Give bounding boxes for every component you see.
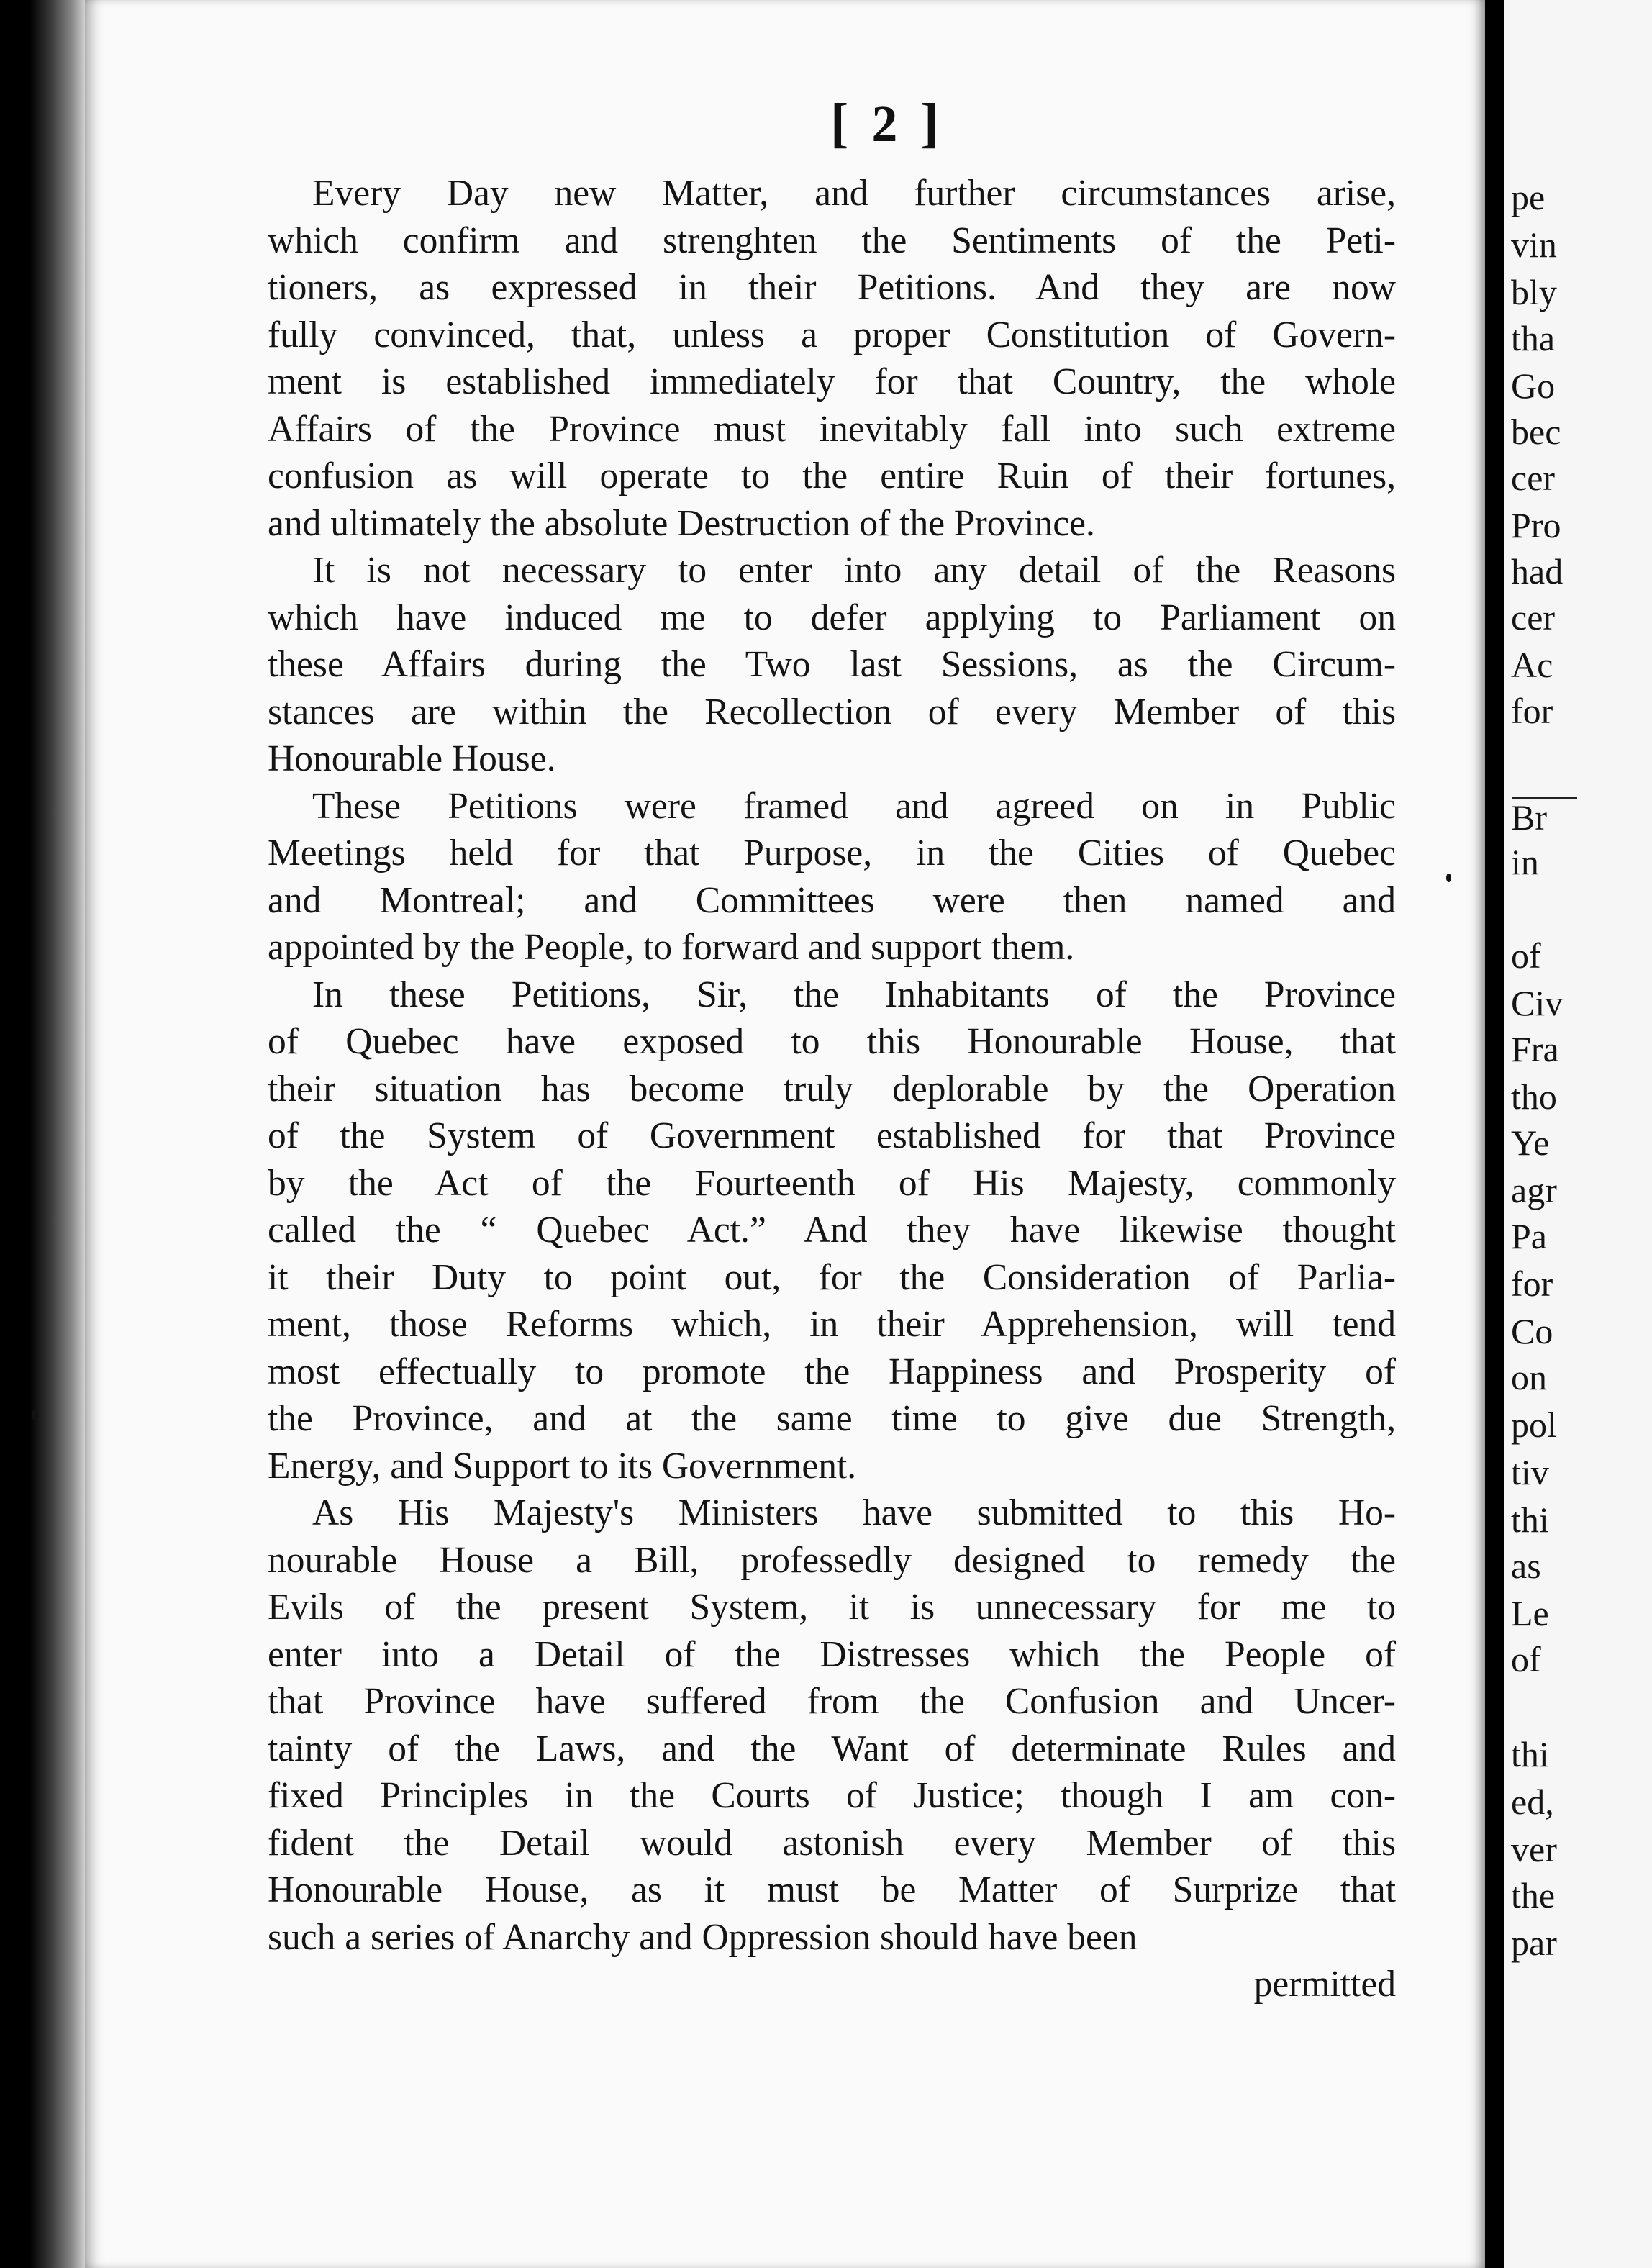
gutter-shadow <box>1485 0 1504 2268</box>
facing-page-fragment: tha <box>1511 318 1556 358</box>
facing-page-fragment: Go <box>1511 366 1556 406</box>
text-line: their situation has become truly deplorable by the Operation <box>268 1068 1396 1110</box>
facing-page-fragment: tiv <box>1511 1452 1549 1492</box>
text-line: it their Duty to point out, for the Consideration of Parlia- <box>268 1256 1396 1298</box>
text-line: Affairs of the Province must inevitably fall into such extreme <box>268 408 1396 450</box>
facing-page-fragment: pe <box>1511 177 1546 217</box>
facing-page-fragment: Pa <box>1511 1216 1547 1256</box>
text-line: nourable House a Bill, professedly designed to remedy the <box>268 1539 1396 1581</box>
facing-page-fragment: Br <box>1511 797 1547 838</box>
text-line: Evils of the present System, it is unnecessary for me to <box>268 1587 1396 1628</box>
text-line: which have induced me to defer applying to Parliament on <box>268 597 1396 638</box>
text-line: by the Act of the Fourteenth of His Majesty, commonly <box>268 1162 1396 1204</box>
text-line: appointed by the People, to forward and support them. <box>268 927 1075 968</box>
facing-page-fragment: Co <box>1511 1311 1553 1351</box>
facing-page-fragment: Ye <box>1511 1122 1550 1163</box>
text-line: tainty of the Laws, and the Want of determinate Rules and <box>268 1728 1396 1769</box>
text-line: Meetings held for that Purpose, in the Cities of Quebec <box>268 833 1396 874</box>
text-line: It is not necessary to enter into any detail of the Reasons <box>312 550 1396 591</box>
text-line: which confirm and strenghten the Sentiments of the Peti- <box>268 219 1396 261</box>
facing-page-fragment: cer <box>1511 597 1556 638</box>
facing-page-fragment: Ac <box>1511 645 1553 685</box>
text-line: fully convinced, that, unless a proper Constitution of Govern- <box>268 314 1396 355</box>
text-line: As His Majesty's Ministers have submitted to this Ho- <box>312 1492 1396 1533</box>
facing-page-fragment: Fra <box>1511 1029 1559 1069</box>
facing-page-fragment: ver <box>1511 1829 1557 1869</box>
facing-page-fragment: bly <box>1511 272 1557 312</box>
text-line: confusion as will operate to the entire Ruin of their fortunes, <box>268 455 1396 496</box>
facing-page-fragment: in <box>1511 842 1539 882</box>
facing-page-fragment: bec <box>1511 412 1561 452</box>
facing-page-fragment: Le <box>1511 1593 1549 1633</box>
text-line: the Province, and at the same time to give due Strength, <box>268 1398 1396 1439</box>
facing-page-fragment: agr <box>1511 1170 1557 1210</box>
text-line: Every Day new Matter, and further circumstances arise, <box>312 173 1396 214</box>
facing-page-fragment: for <box>1511 1264 1553 1304</box>
left-bracket: [ <box>830 93 850 153</box>
text-line: Energy, and Support to its Government. <box>268 1445 857 1487</box>
facing-page-fragment: Pro <box>1511 505 1561 545</box>
facing-page-fragment: thi <box>1511 1734 1549 1774</box>
facing-page-fragment: of <box>1511 935 1541 976</box>
text-line: most effectually to promote the Happiness and Prosperity of <box>268 1351 1396 1392</box>
text-line: called the “ Quebec Act.” And they have likewise thought <box>268 1210 1396 1251</box>
text-line: enter into a Detail of the Distresses which the People of <box>268 1633 1396 1675</box>
right-bracket: ] <box>920 93 940 153</box>
facing-page <box>1504 0 1652 2268</box>
body-text <box>268 170 1396 2008</box>
text-line: of the System of Government established for that Province <box>268 1115 1396 1156</box>
page-number-value: 2 <box>871 95 899 153</box>
text-line: Honourable House. <box>268 738 556 779</box>
text-line: fident the Detail would astonish every Member of this <box>268 1822 1396 1864</box>
facing-page-fragment: cer <box>1511 458 1556 498</box>
page-number <box>830 92 940 155</box>
facing-page-fragment: Civ <box>1511 983 1564 1023</box>
facing-page-fragment: for <box>1511 691 1553 731</box>
text-line: tioners, as expressed in their Petitions. And they are now <box>268 267 1396 308</box>
facing-page-fragment: tho <box>1511 1076 1557 1117</box>
text-line: and ultimately the absolute Destruction of the Province. <box>268 502 1095 544</box>
facing-page-fragment: the <box>1511 1875 1556 1915</box>
facing-page-fragment: had <box>1511 551 1564 591</box>
text-line: ment, those Reforms which, in their Apprehension, will tend <box>268 1304 1396 1345</box>
facing-page-fragment: par <box>1511 1923 1557 1963</box>
text-line: fixed Principles in the Courts of Justice; though I am con- <box>268 1775 1396 1816</box>
text-line: stances are within the Recollection of every Member of this <box>268 691 1396 732</box>
text-line: that Province have suffered from the Confusion and Uncer- <box>268 1681 1396 1722</box>
facing-page-fragment: thi <box>1511 1500 1549 1540</box>
binding-edge <box>0 0 85 2268</box>
text-line: such a series of Anarchy and Oppression should have been <box>268 1916 1138 1958</box>
facing-page-fragment: of <box>1511 1639 1541 1679</box>
ink-speck <box>1446 874 1451 882</box>
facing-page-fragment: as <box>1511 1546 1541 1586</box>
text-line: These Petitions were framed and agreed on in Public <box>312 785 1396 827</box>
catchword: permitted <box>1253 1964 1396 2005</box>
text-line: of Quebec have exposed to this Honourable House, that <box>268 1021 1396 1062</box>
text-line: In these Petitions, Sir, the Inhabitants of the Province <box>312 974 1396 1015</box>
text-line: ment is established immediately for that Country, the whole <box>268 361 1396 402</box>
text-line: Honourable House, as it must be Matter of Surprize that <box>268 1869 1396 1910</box>
facing-page-fragment: vin <box>1511 224 1557 265</box>
text-line: and Montreal; and Committees were then named and <box>268 879 1396 921</box>
facing-page-rule <box>1512 797 1577 799</box>
facing-page-fragment: pol <box>1511 1405 1557 1445</box>
ink-speck <box>32 1410 38 1420</box>
facing-page-fragment: ed, <box>1511 1782 1554 1822</box>
facing-page-fragment: on <box>1511 1357 1547 1397</box>
text-line: these Affairs during the Two last Sessions, as the Circum- <box>268 644 1396 685</box>
